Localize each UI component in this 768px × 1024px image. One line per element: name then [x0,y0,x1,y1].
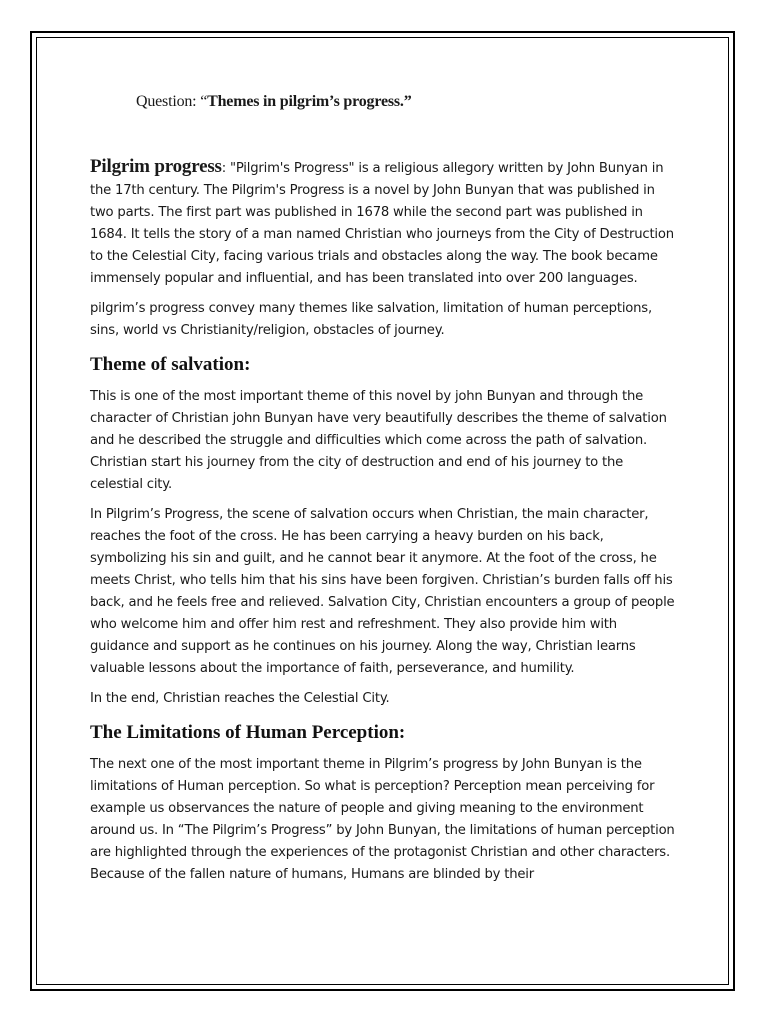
intro-lead-title: Pilgrim progress [90,156,222,177]
question-line [136,90,678,114]
question-prefix: Question: “ [136,93,208,110]
heading-salvation: Theme of salvation: [90,354,251,375]
document-body [90,90,678,886]
heading-perception: The Limitations of Human Perception: [90,722,406,743]
themes-paragraph: pilgrim’s progress convey many themes like salvation, limitation of human perceptions, sins, world vs Christianity/religion, obstacles of journey. [90,301,652,338]
salvation-paragraph-1: This is one of the most important theme of this novel by john Bunyan and through the character of Christian john Bunyan have very beautifully describes the theme of salvation and he described the struggle and difficulties which come across the path of salvation. Christian start his journey from the city of destruction and end of his journey to the celestial city. [90,389,667,492]
question-title: Themes in pilgrim’s progress.” [207,93,412,110]
salvation-paragraph-3: In the end, Christian reaches the Celestial City. [90,691,390,706]
intro-body: : "Pilgrim's Progress" is a religious allegory written by John Bunyan in the 17th century. The Pilgrim's Progress is a novel by John Bunyan that was published in two parts. The first part was published in 1678 while the second part was published in 1684. It tells the story of a man named Christian who journeys from the City of Destruction to the Celestial City, facing various trials and obstacles along the way. The book became immensely popular and influential, and has been translated into over 200 languages. [90,161,674,286]
salvation-paragraph-2: In Pilgrim’s Progress, the scene of salvation occurs when Christian, the main character, reaches the foot of the cross. He has been carrying a heavy burden on his back, symbolizing his sin and guilt, and he cannot bear it anymore. At the foot of the cross, he meets Christ, who tells him that his sins have been forgiven. Christian’s burden falls off his back, and he feels free and relieved. Salvation City, Christian encounters a group of people who welcome him and offer him rest and refreshment. They also provide him with guidance and support as he continues on his journey. Along the way, Christian learns valuable lessons about the importance of faith, perseverance, and humility. [90,507,675,676]
perception-paragraph-1: The next one of the most important theme in Pilgrim’s progress by John Bunyan is the limitations of Human perception. So what is perception? Perception mean perceiving for example us observances the nature of people and giving meaning to the environment around us. In “The Pilgrim’s Progress” by John Bunyan, the limitations of human perception are highlighted through the experiences of the protagonist Christian and other characters. Because of the fallen nature of humans, Humans are blinded by their [90,757,675,882]
intro-paragraph [90,156,678,290]
